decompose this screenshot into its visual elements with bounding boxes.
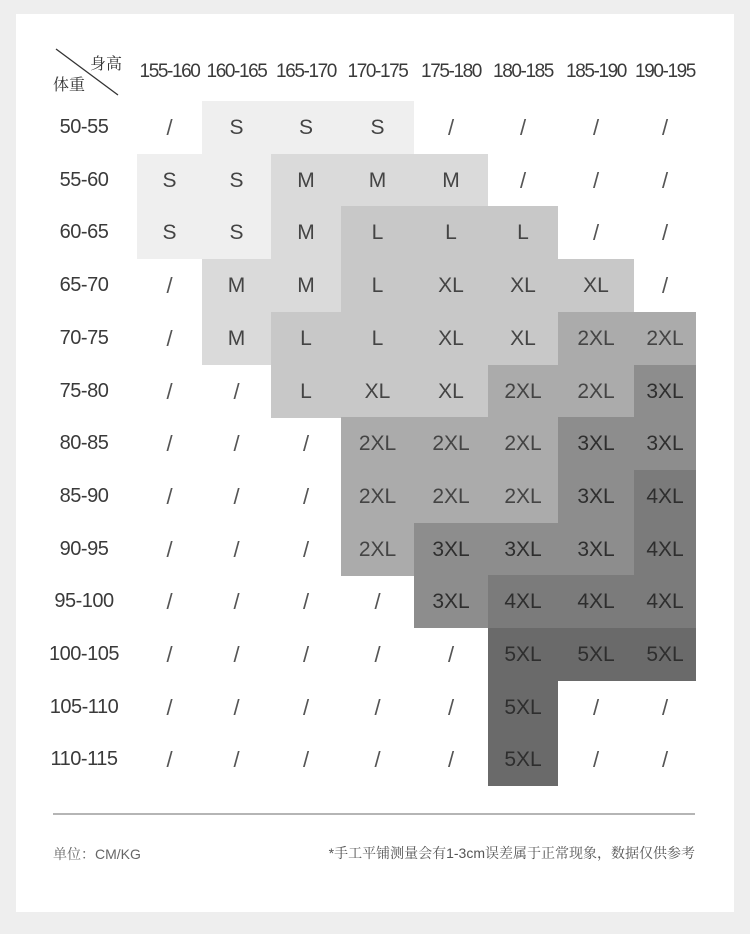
unit-note: 单位：CM/KG <box>53 846 141 862</box>
size-cell: XL <box>414 365 488 418</box>
size-cell-empty: / <box>302 694 310 720</box>
size-cell-empty: / <box>166 378 173 404</box>
size-cell-empty: / <box>661 694 669 720</box>
size-cell-empty: / <box>166 483 173 509</box>
size-cell: M <box>271 259 341 312</box>
size-cell-empty: / <box>233 642 240 667</box>
size-cell: M <box>271 206 341 259</box>
size-cell: M <box>414 154 488 207</box>
size-cell-empty: / <box>166 642 173 667</box>
size-cell-empty: / <box>661 115 669 140</box>
size-cell: 2XL <box>488 470 558 523</box>
size-cell-empty: / <box>592 694 600 720</box>
height-header: 185-190 <box>566 61 626 82</box>
size-cell-empty: / <box>166 325 173 351</box>
size-cell-empty: / <box>233 589 240 615</box>
size-cell: 2XL <box>414 470 488 523</box>
size-cell: S <box>202 206 271 259</box>
size-cell: 2XL <box>558 312 634 365</box>
size-cell-empty: / <box>447 694 455 720</box>
size-cell: 2XL <box>341 417 414 470</box>
size-cell: L <box>414 206 488 259</box>
size-cell: 3XL <box>414 523 488 576</box>
height-header: 180-185 <box>493 61 553 82</box>
weight-label: 110-115 <box>50 748 118 771</box>
size-cell-empty: / <box>519 167 527 193</box>
size-cell: M <box>341 154 414 207</box>
height-header: 165-170 <box>276 61 336 82</box>
size-cell-empty: / <box>302 642 310 667</box>
weight-label: 80-85 <box>59 432 109 455</box>
size-cell: L <box>271 312 341 365</box>
size-cell: L <box>341 259 414 312</box>
size-cell-empty: / <box>166 115 173 140</box>
height-header: 190-195 <box>635 61 695 82</box>
size-cell: 4XL <box>634 575 696 628</box>
size-cell: S <box>271 101 341 154</box>
size-cell: 3XL <box>488 523 558 576</box>
size-cell-empty: / <box>302 589 310 615</box>
measurement-disclaimer: *手工平铺测量会有1-3cm误差属于正常现象，数据仅供参考 <box>328 845 695 861</box>
weight-label: 60-65 <box>59 221 109 244</box>
size-cell: M <box>202 259 271 312</box>
size-cell: 3XL <box>558 470 634 523</box>
size-cell: 2XL <box>634 312 696 365</box>
height-header: 170-175 <box>347 61 408 82</box>
size-cell-empty: / <box>447 642 455 667</box>
size-cell: XL <box>414 259 488 312</box>
size-cell-empty: / <box>166 747 173 773</box>
size-cell: XL <box>488 259 558 312</box>
footer-divider <box>53 813 695 815</box>
size-cell-empty: / <box>661 220 669 246</box>
size-cell-empty: / <box>661 167 669 193</box>
weight-label: 85-90 <box>59 484 109 507</box>
size-cell-empty: / <box>233 378 240 404</box>
size-cell: 2XL <box>414 417 488 470</box>
size-cell-empty: / <box>166 273 173 299</box>
size-cell: 2XL <box>488 365 558 418</box>
weight-label: 55-60 <box>59 168 109 191</box>
size-cell-empty: / <box>374 642 381 667</box>
size-cell: 4XL <box>488 575 558 628</box>
size-cell: 3XL <box>414 575 488 628</box>
size-cell-empty: / <box>592 747 600 773</box>
size-cell: L <box>341 312 414 365</box>
size-cell: 4XL <box>558 575 634 628</box>
weight-label: 65-70 <box>59 274 109 297</box>
height-axis-label: 身高 <box>89 56 122 73</box>
size-cell: 4XL <box>634 470 696 523</box>
size-cell: 2XL <box>341 470 414 523</box>
size-cell-empty: / <box>166 694 173 720</box>
size-cell-empty: / <box>233 694 240 720</box>
size-cell-empty: / <box>166 589 173 615</box>
size-cell: M <box>271 154 341 207</box>
size-cell: 5XL <box>488 681 558 734</box>
weight-label: 100-105 <box>49 643 119 665</box>
size-cell-empty: / <box>374 747 381 773</box>
size-cell-empty: / <box>302 536 310 562</box>
height-header: 155-160 <box>139 61 200 82</box>
size-cell: L <box>271 365 341 418</box>
size-cell-empty: / <box>592 167 600 193</box>
size-cell-empty: / <box>302 483 310 509</box>
size-cell: XL <box>341 365 414 418</box>
size-cell-empty: / <box>374 694 381 720</box>
size-cell: 3XL <box>634 417 696 470</box>
size-cell: 2XL <box>558 365 634 418</box>
size-cell: S <box>341 101 414 154</box>
size-cell-empty: / <box>519 115 527 140</box>
size-cell-empty: / <box>233 483 240 509</box>
weight-label: 90-95 <box>59 537 109 560</box>
size-cell: S <box>137 206 202 259</box>
size-cell: 5XL <box>634 628 696 681</box>
size-cell: L <box>341 206 414 259</box>
size-cell: M <box>202 312 271 365</box>
size-cell: XL <box>488 312 558 365</box>
size-cell: L <box>488 206 558 259</box>
size-cell-empty: / <box>592 220 600 246</box>
size-cell-empty: / <box>302 431 310 457</box>
size-cell-empty: / <box>302 747 310 773</box>
weight-label: 75-80 <box>59 379 109 402</box>
size-cell: 2XL <box>341 523 414 576</box>
size-cell: XL <box>558 259 634 312</box>
size-cell: S <box>202 101 271 154</box>
size-cell-empty: / <box>592 115 600 140</box>
weight-label: 50-55 <box>59 116 109 138</box>
size-cell: S <box>202 154 271 207</box>
size-cell: 4XL <box>634 523 696 576</box>
size-cell-empty: / <box>233 747 240 773</box>
size-cell-empty: / <box>661 273 669 299</box>
size-cell-empty: / <box>166 431 173 457</box>
size-cell: 5XL <box>488 733 558 786</box>
size-cell: 3XL <box>558 417 634 470</box>
size-cell-empty: / <box>233 431 240 457</box>
size-cell: XL <box>414 312 488 365</box>
size-cell: 5XL <box>558 628 634 681</box>
size-cell-empty: / <box>233 536 240 562</box>
size-cell-empty: / <box>447 115 455 140</box>
weight-axis-label: 体重 <box>53 77 86 94</box>
weight-label: 70-75 <box>59 326 109 349</box>
size-cell-empty: / <box>374 589 381 615</box>
weight-label: 95-100 <box>54 590 114 613</box>
size-cell-empty: / <box>447 747 455 773</box>
size-cell-empty: / <box>166 536 173 562</box>
size-cell: 3XL <box>558 523 634 576</box>
size-cell: S <box>137 154 202 207</box>
size-cell: 3XL <box>634 365 696 418</box>
table-corner-header <box>52 47 122 97</box>
size-cell-empty: / <box>661 747 669 773</box>
height-header: 175-180 <box>421 61 481 82</box>
height-header: 160-165 <box>206 61 267 82</box>
weight-label: 105-110 <box>49 695 119 718</box>
size-cell: 5XL <box>488 628 558 681</box>
size-cell: 2XL <box>488 417 558 470</box>
